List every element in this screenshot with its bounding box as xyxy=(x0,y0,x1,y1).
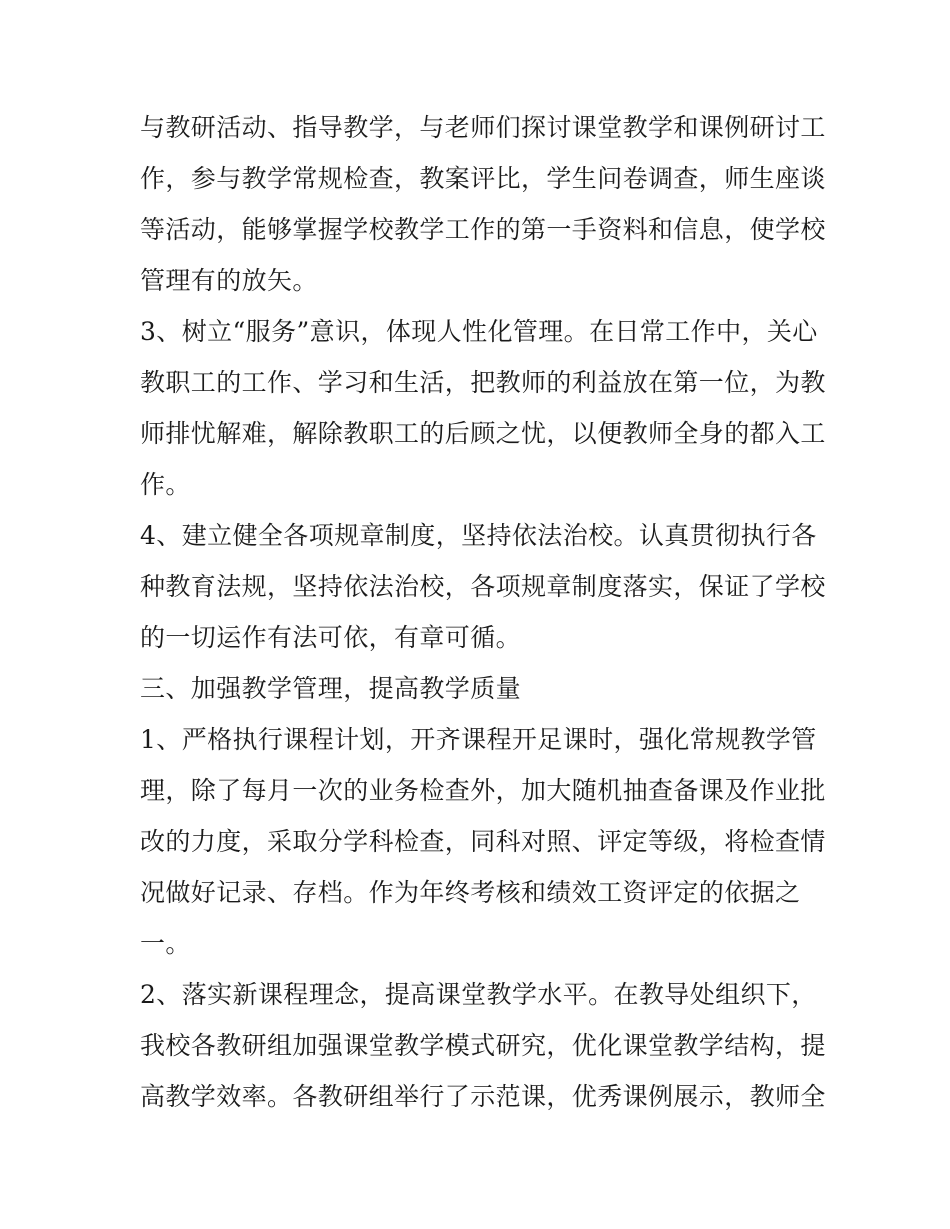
text-line: 管理有的放矢。 xyxy=(140,266,318,295)
text-line: 师排忧解难，解除教职工的后顾之忧，以便教师全身的都入工 xyxy=(140,419,826,448)
text-line: 的一切运作有法可依，有章可循。 xyxy=(140,623,522,652)
text-line: 改的力度，采取分学科检查，同科对照、评定等级，将检查情 xyxy=(140,827,826,856)
text-line: 作，参与教学常规检查，教案评比，学生问卷调查，师生座谈 xyxy=(140,164,826,193)
text-line: 作。 xyxy=(140,470,191,499)
text-line: 与教研活动、指导教学，与老师们探讨课堂教学和课例研讨工 xyxy=(140,113,826,142)
text-line: 1、严格执行课程计划，开齐课程开足课时，强化常规教学管 xyxy=(140,725,817,754)
text-line: 一。 xyxy=(140,929,191,958)
text-line: 等活动，能够掌握学校教学工作的第一手资料和信息，使学校 xyxy=(140,215,826,244)
text-line: 教职工的工作、学习和生活，把教师的利益放在第一位，为教 xyxy=(140,368,826,397)
text-line: 高教学效率。各教研组举行了示范课，优秀课例展示，教师全 xyxy=(140,1082,826,1111)
text-line: 种教育法规，坚持依法治校，各项规章制度落实，保证了学校 xyxy=(140,572,826,601)
body-text xyxy=(140,102,826,1122)
text-line: 4、建立健全各项规章制度，坚持依法治校。认真贯彻执行各 xyxy=(140,521,817,550)
text-line: 理，除了每月一次的业务检查外，加大随机抽查备课及作业批 xyxy=(140,776,826,805)
text-line: 我校各教研组加强课堂教学模式研究，优化课堂教学结构，提 xyxy=(140,1031,826,1060)
text-line: 3、树立“服务”意识，体现人性化管理。在日常工作中，关心 xyxy=(140,317,818,346)
text-line: 2、落实新课程理念，提高课堂教学水平。在教导处组织下， xyxy=(140,980,817,1009)
section-heading: 三、加强教学管理，提高教学质量 xyxy=(140,674,522,703)
text-line: 况做好记录、存档。作为年终考核和绩效工资评定的依据之 xyxy=(140,878,801,907)
